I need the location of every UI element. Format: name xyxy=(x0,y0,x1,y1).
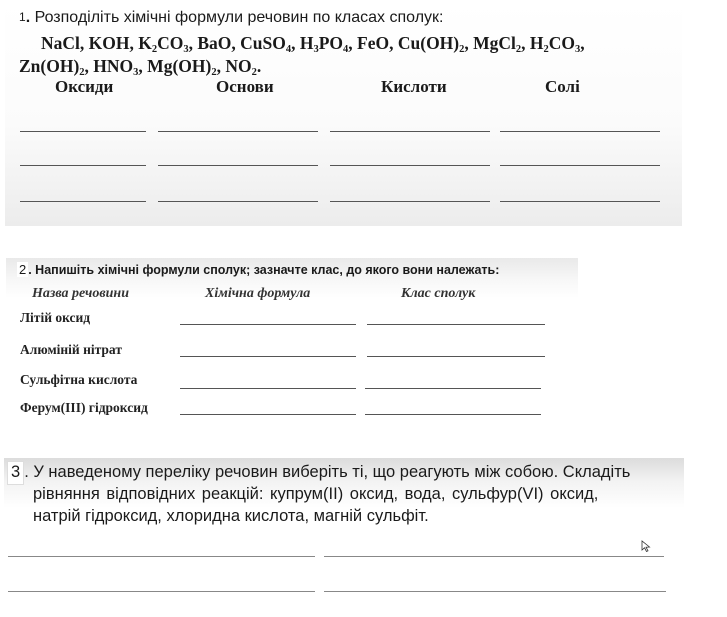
task3-number: 3 xyxy=(7,461,24,485)
task3-line1-text: . У наведеному переліку речовин виберіть ті, що реагують між собою. Складіть xyxy=(24,463,631,481)
answer-line-left-2[interactable] xyxy=(8,591,315,592)
answer-line-salts-3[interactable] xyxy=(500,201,660,202)
formula-line-4[interactable] xyxy=(180,414,356,415)
formula-subscript: 3 xyxy=(313,44,319,55)
formula-line-2[interactable] xyxy=(180,356,356,357)
formula-text: CO xyxy=(548,33,576,53)
mouse-pointer-icon xyxy=(641,540,651,552)
formula-line-1[interactable] xyxy=(180,324,356,325)
formula-subscript: 3 xyxy=(183,44,189,55)
formula-text: Zn(OH) xyxy=(19,56,80,76)
answer-line-bases-2[interactable] xyxy=(158,165,318,166)
col-bases: Основи xyxy=(216,77,274,96)
formula-text: , Mg(OH) xyxy=(138,56,212,76)
formula-text: K xyxy=(138,33,152,53)
formula-subscript: 2 xyxy=(79,67,85,78)
answer-line-salts-1[interactable] xyxy=(500,131,660,132)
formula-subscript: 2 xyxy=(543,44,549,55)
task1-instruction-text: Розподіліть хімічні формули речовин по класах сполук: xyxy=(34,9,444,26)
header-compound-class: Клас сполук xyxy=(401,286,476,301)
formula-subscript: 3 xyxy=(133,67,139,78)
row-label-iron-hydroxide: Ферум(ІІІ) гідроксид xyxy=(20,400,148,415)
formula-subscript: 3 xyxy=(575,44,581,55)
task2-instruction xyxy=(17,262,499,277)
answer-line-right-1[interactable] xyxy=(324,556,664,557)
row-label-sulfurous-acid: Сульфітна кислота xyxy=(20,372,138,387)
task2-instruction-text: . Напишіть хімічні формули сполук; зазначте клас, до якого вони належать: xyxy=(28,263,500,277)
class-line-2[interactable] xyxy=(367,356,545,357)
formula-subscript: 2 xyxy=(251,67,257,78)
answer-line-acids-2[interactable] xyxy=(330,165,490,166)
task1-instruction: 1. Розподіліть хімічні формули речовин по класах сполук: xyxy=(19,9,444,26)
row-label-lithium-oxide: Літій оксид xyxy=(20,310,91,325)
answer-line-oxides-3[interactable] xyxy=(20,201,146,202)
formula-text: , HNO xyxy=(84,56,134,76)
formula-text: , MgCl xyxy=(464,33,516,53)
task1-number: 1 xyxy=(19,10,26,24)
formula-text: CO xyxy=(157,33,184,53)
answer-line-acids-3[interactable] xyxy=(330,201,490,202)
col-acids: Кислоти xyxy=(381,77,447,96)
formula-text: , KOH, xyxy=(79,33,139,53)
task3-line2: рівняння відповідних реакцій: купрум(ІІ) оксид, вода, сульфур(VI) оксид, xyxy=(33,485,599,503)
answer-line-salts-2[interactable] xyxy=(500,165,660,166)
formula-subscript: 2 xyxy=(515,44,522,55)
class-line-3[interactable] xyxy=(365,388,541,389)
col-oxides: Оксиди xyxy=(55,77,114,96)
header-chemical-formula: Хімічна формула xyxy=(205,286,311,301)
answer-line-bases-1[interactable] xyxy=(158,131,318,132)
formula-subscript: 2 xyxy=(151,44,158,55)
formula-text: . xyxy=(256,56,262,76)
formula-text: , H xyxy=(521,33,544,53)
header-substance-name: Назва речовини xyxy=(32,286,129,301)
formula-text: , xyxy=(580,33,585,53)
task1-formulas-line2 xyxy=(19,56,261,78)
formula-text: PO xyxy=(318,33,344,53)
task1-formulas-line1 xyxy=(41,33,585,55)
class-line-1[interactable] xyxy=(367,324,545,325)
answer-line-bases-3[interactable] xyxy=(158,201,318,202)
task3-line3: натрій гідроксид, хлоридна кислота, магній сульфіт. xyxy=(33,507,429,525)
class-line-4[interactable] xyxy=(365,414,541,415)
formula-subscript: 2 xyxy=(211,67,217,78)
formula-text: , FeO, Cu(OH) xyxy=(348,33,460,53)
col-salts: Солі xyxy=(545,77,580,96)
answer-line-oxides-1[interactable] xyxy=(20,131,146,132)
answer-line-left-1[interactable] xyxy=(8,556,315,557)
answer-line-right-2[interactable] xyxy=(324,591,666,592)
formula-subscript: 4 xyxy=(343,44,349,55)
answer-line-oxides-2[interactable] xyxy=(20,165,146,166)
formula-text: , BaO, CuSO xyxy=(188,33,286,53)
formula-text: , NO xyxy=(216,56,252,76)
formula-subscript: 4 xyxy=(285,44,292,55)
formula-text: , H xyxy=(291,33,314,53)
formula-subscript: 2 xyxy=(459,44,465,55)
task2-number: 2 xyxy=(19,262,27,277)
row-label-aluminium-nitrate: Алюміній нітрат xyxy=(20,342,122,357)
formula-text: NaCl xyxy=(41,33,80,53)
task3-line1 xyxy=(7,461,630,485)
answer-line-acids-1[interactable] xyxy=(330,131,490,132)
formula-line-3[interactable] xyxy=(180,388,356,389)
